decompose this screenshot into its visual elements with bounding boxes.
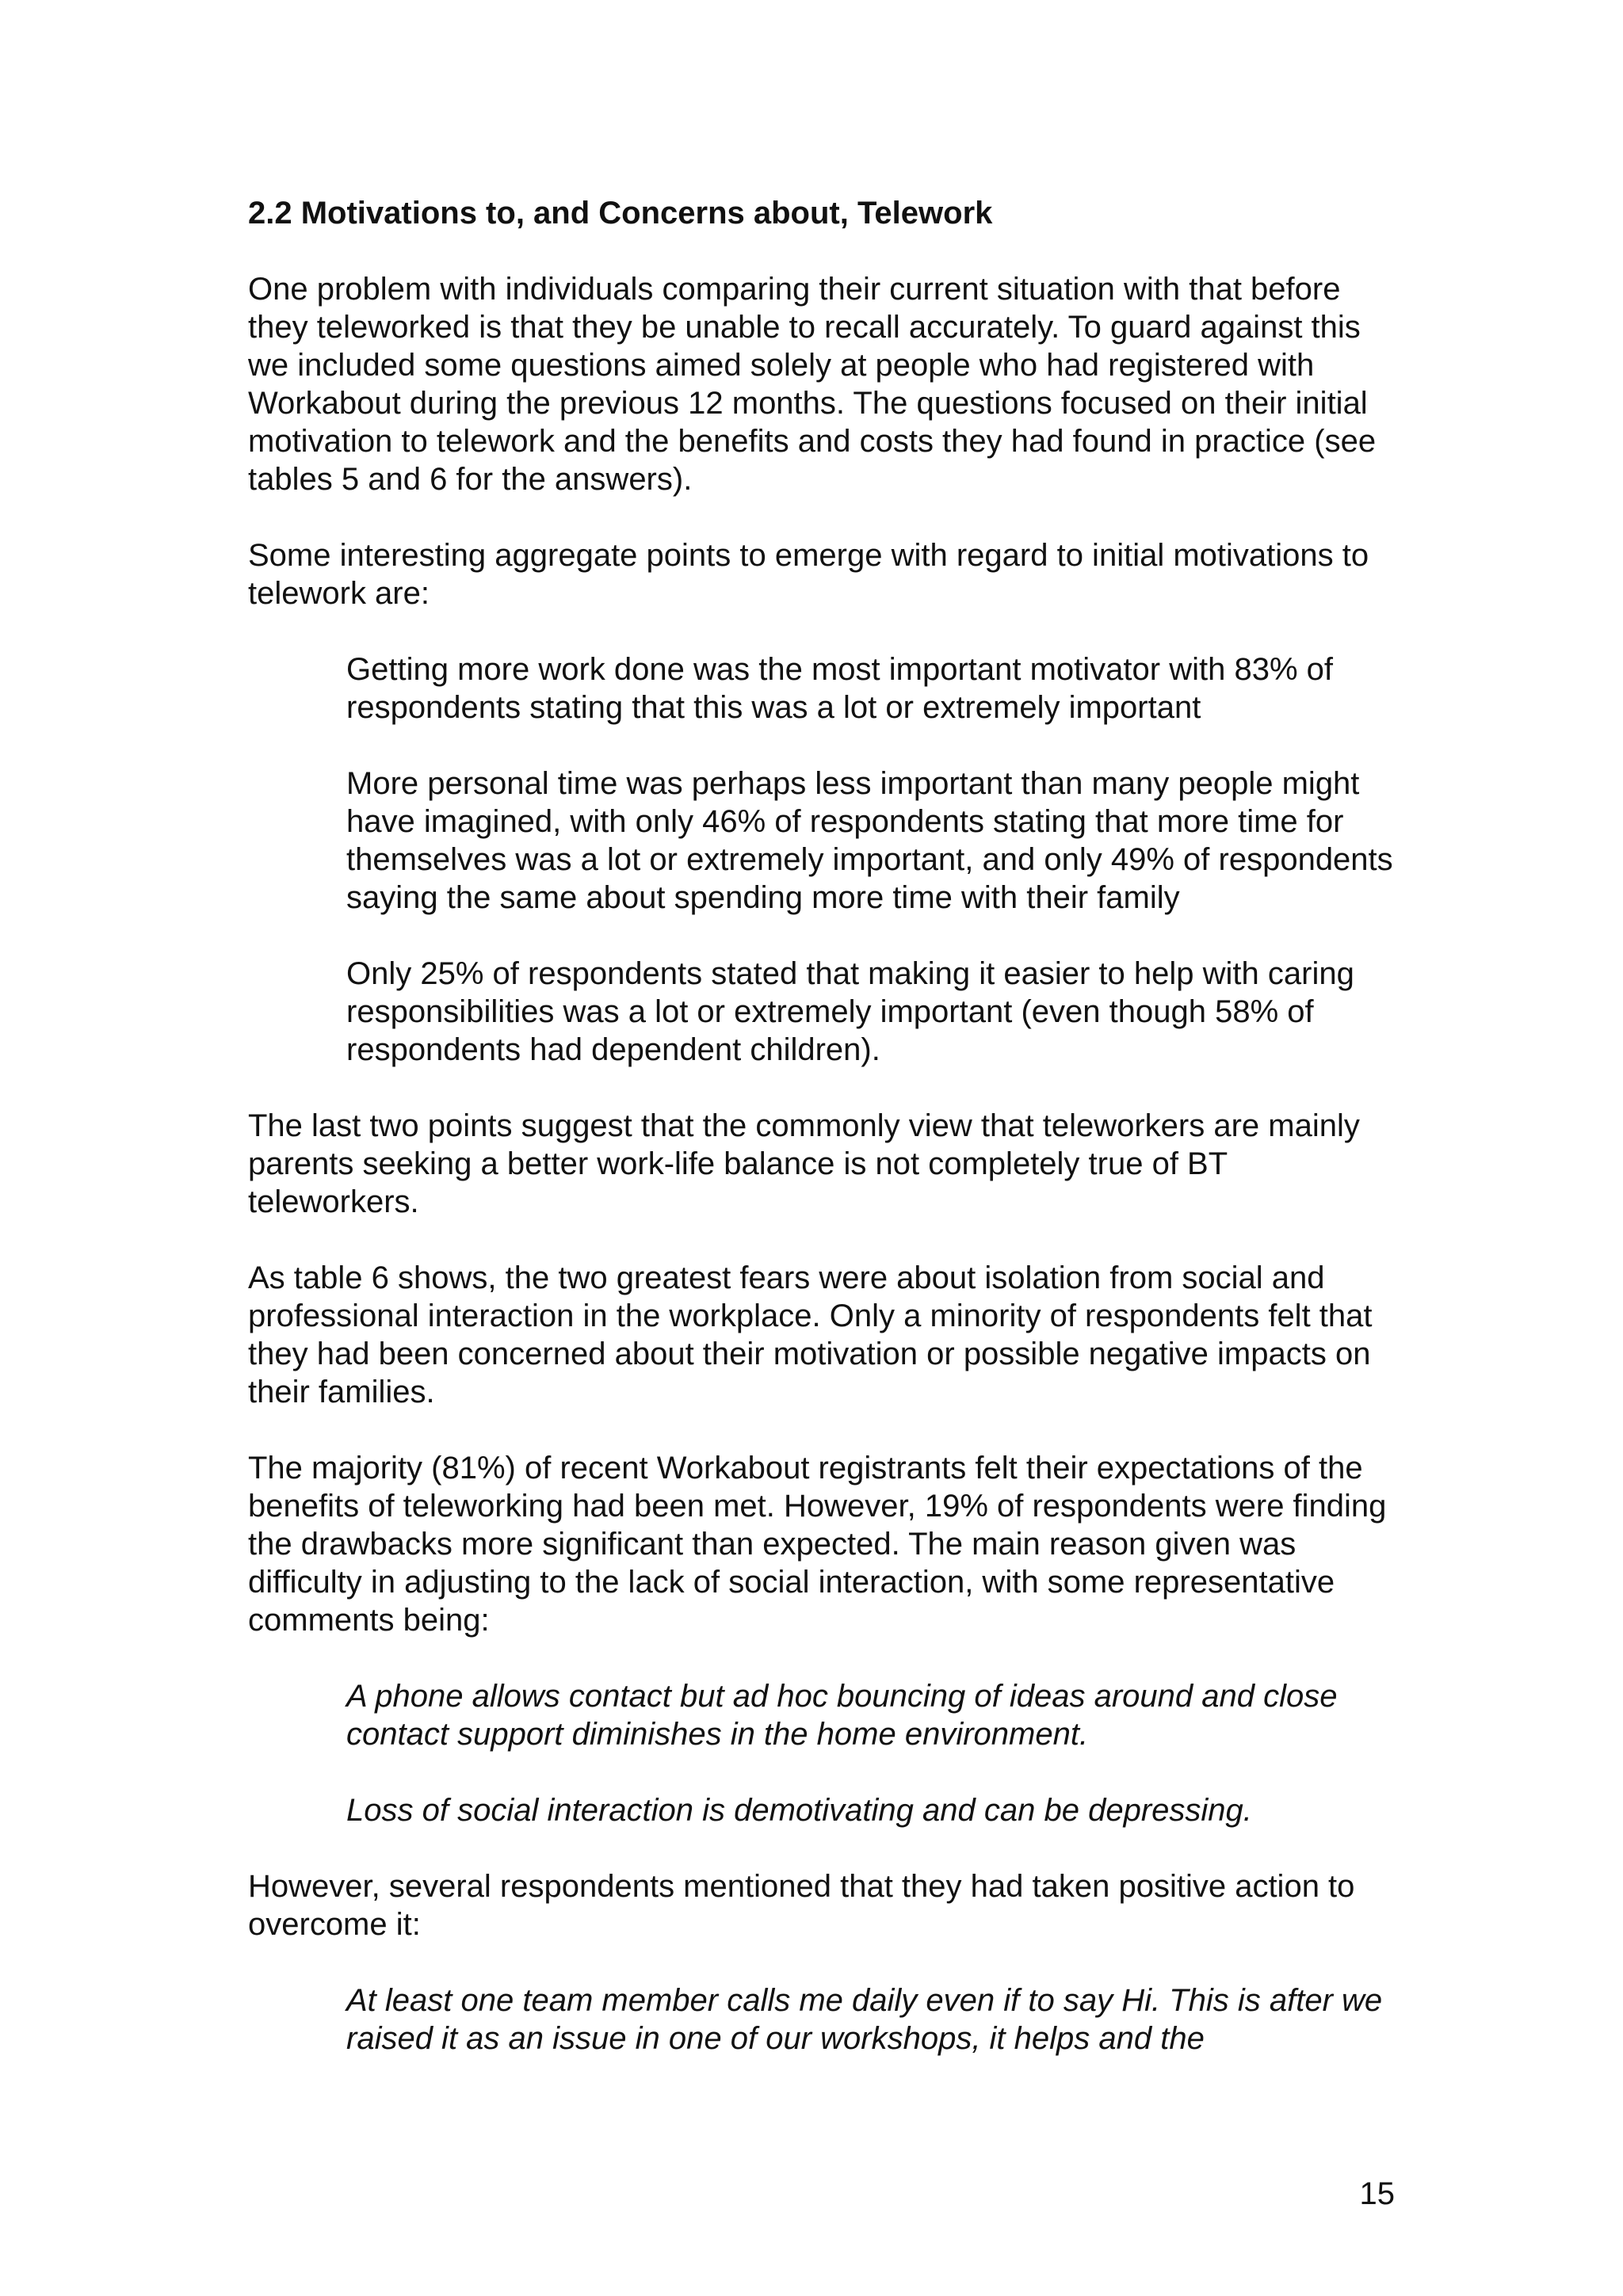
section-heading: 2.2 Motivations to, and Concerns about, Telework: [248, 196, 993, 231]
paragraph-aggregate-points-intro: Some interesting aggregate points to emerge with regard to initial motivations to telework are:: [248, 538, 1369, 611]
quote-team-member-calls: At least one team member calls me daily even if to say Hi. This is after we raised it as an issue in one of our workshops, it helps and the: [346, 1983, 1383, 2056]
point-personal-time: More personal time was perhaps less important than many people might have imagined, with only 46% of respondents stating that more time for themselves was a lot or extremely important, and only 49% of respondents saying the same about spending more time with their family: [346, 766, 1393, 915]
point-caring-responsibilities: Only 25% of respondents stated that making it easier to help with caring responsibilities was a lot or extremely important (even though 58% of respondents had dependent children).: [346, 956, 1354, 1067]
paragraph-positive-action: However, several respondents mentioned that they had taken positive action to overcome it:: [248, 1869, 1355, 1942]
paragraph-recall-problem: One problem with individuals comparing their current situation with that before they teleworked is that they be unable to recall accurately. To guard against this we included some questions aimed solely at people who had registered with Workabout during the previous 12 months. The questions focused on their initial motivation to telework and the benefits and costs they had found in practice (see tables 5 and 6 for the answers).: [248, 272, 1377, 497]
document-page: [248, 194, 1405, 2096]
quote-social-interaction: Loss of social interaction is demotivating and can be depressing.: [346, 1793, 1252, 1828]
quote-phone-contact: A phone allows contact but ad hoc bouncing of ideas around and close contact support diminishes in the home environment.: [346, 1679, 1338, 1752]
paragraph-expectations-met: The majority (81%) of recent Workabout registrants felt their expectations of the benefits of teleworking had been met. However, 19% of respondents were finding the drawbacks more significant than expected. The main reason given was difficulty in adjusting to the lack of social interaction, with some representative comments being:: [248, 1451, 1387, 1638]
paragraph-greatest-fears: As table 6 shows, the two greatest fears were about isolation from social and professional interaction in the workplace. Only a minority of respondents felt that they had been concerned about their motivation or possible negative impacts on their families.: [248, 1261, 1373, 1409]
point-more-work-done: Getting more work done was the most important motivator with 83% of respondents stating that this was a lot or extremely important: [346, 652, 1333, 725]
page-number: 15: [1359, 2176, 1395, 2211]
paragraph-last-two-points: The last two points suggest that the commonly view that teleworkers are mainly parents seeking a better work-life balance is not completely true of BT teleworkers.: [248, 1108, 1360, 1219]
